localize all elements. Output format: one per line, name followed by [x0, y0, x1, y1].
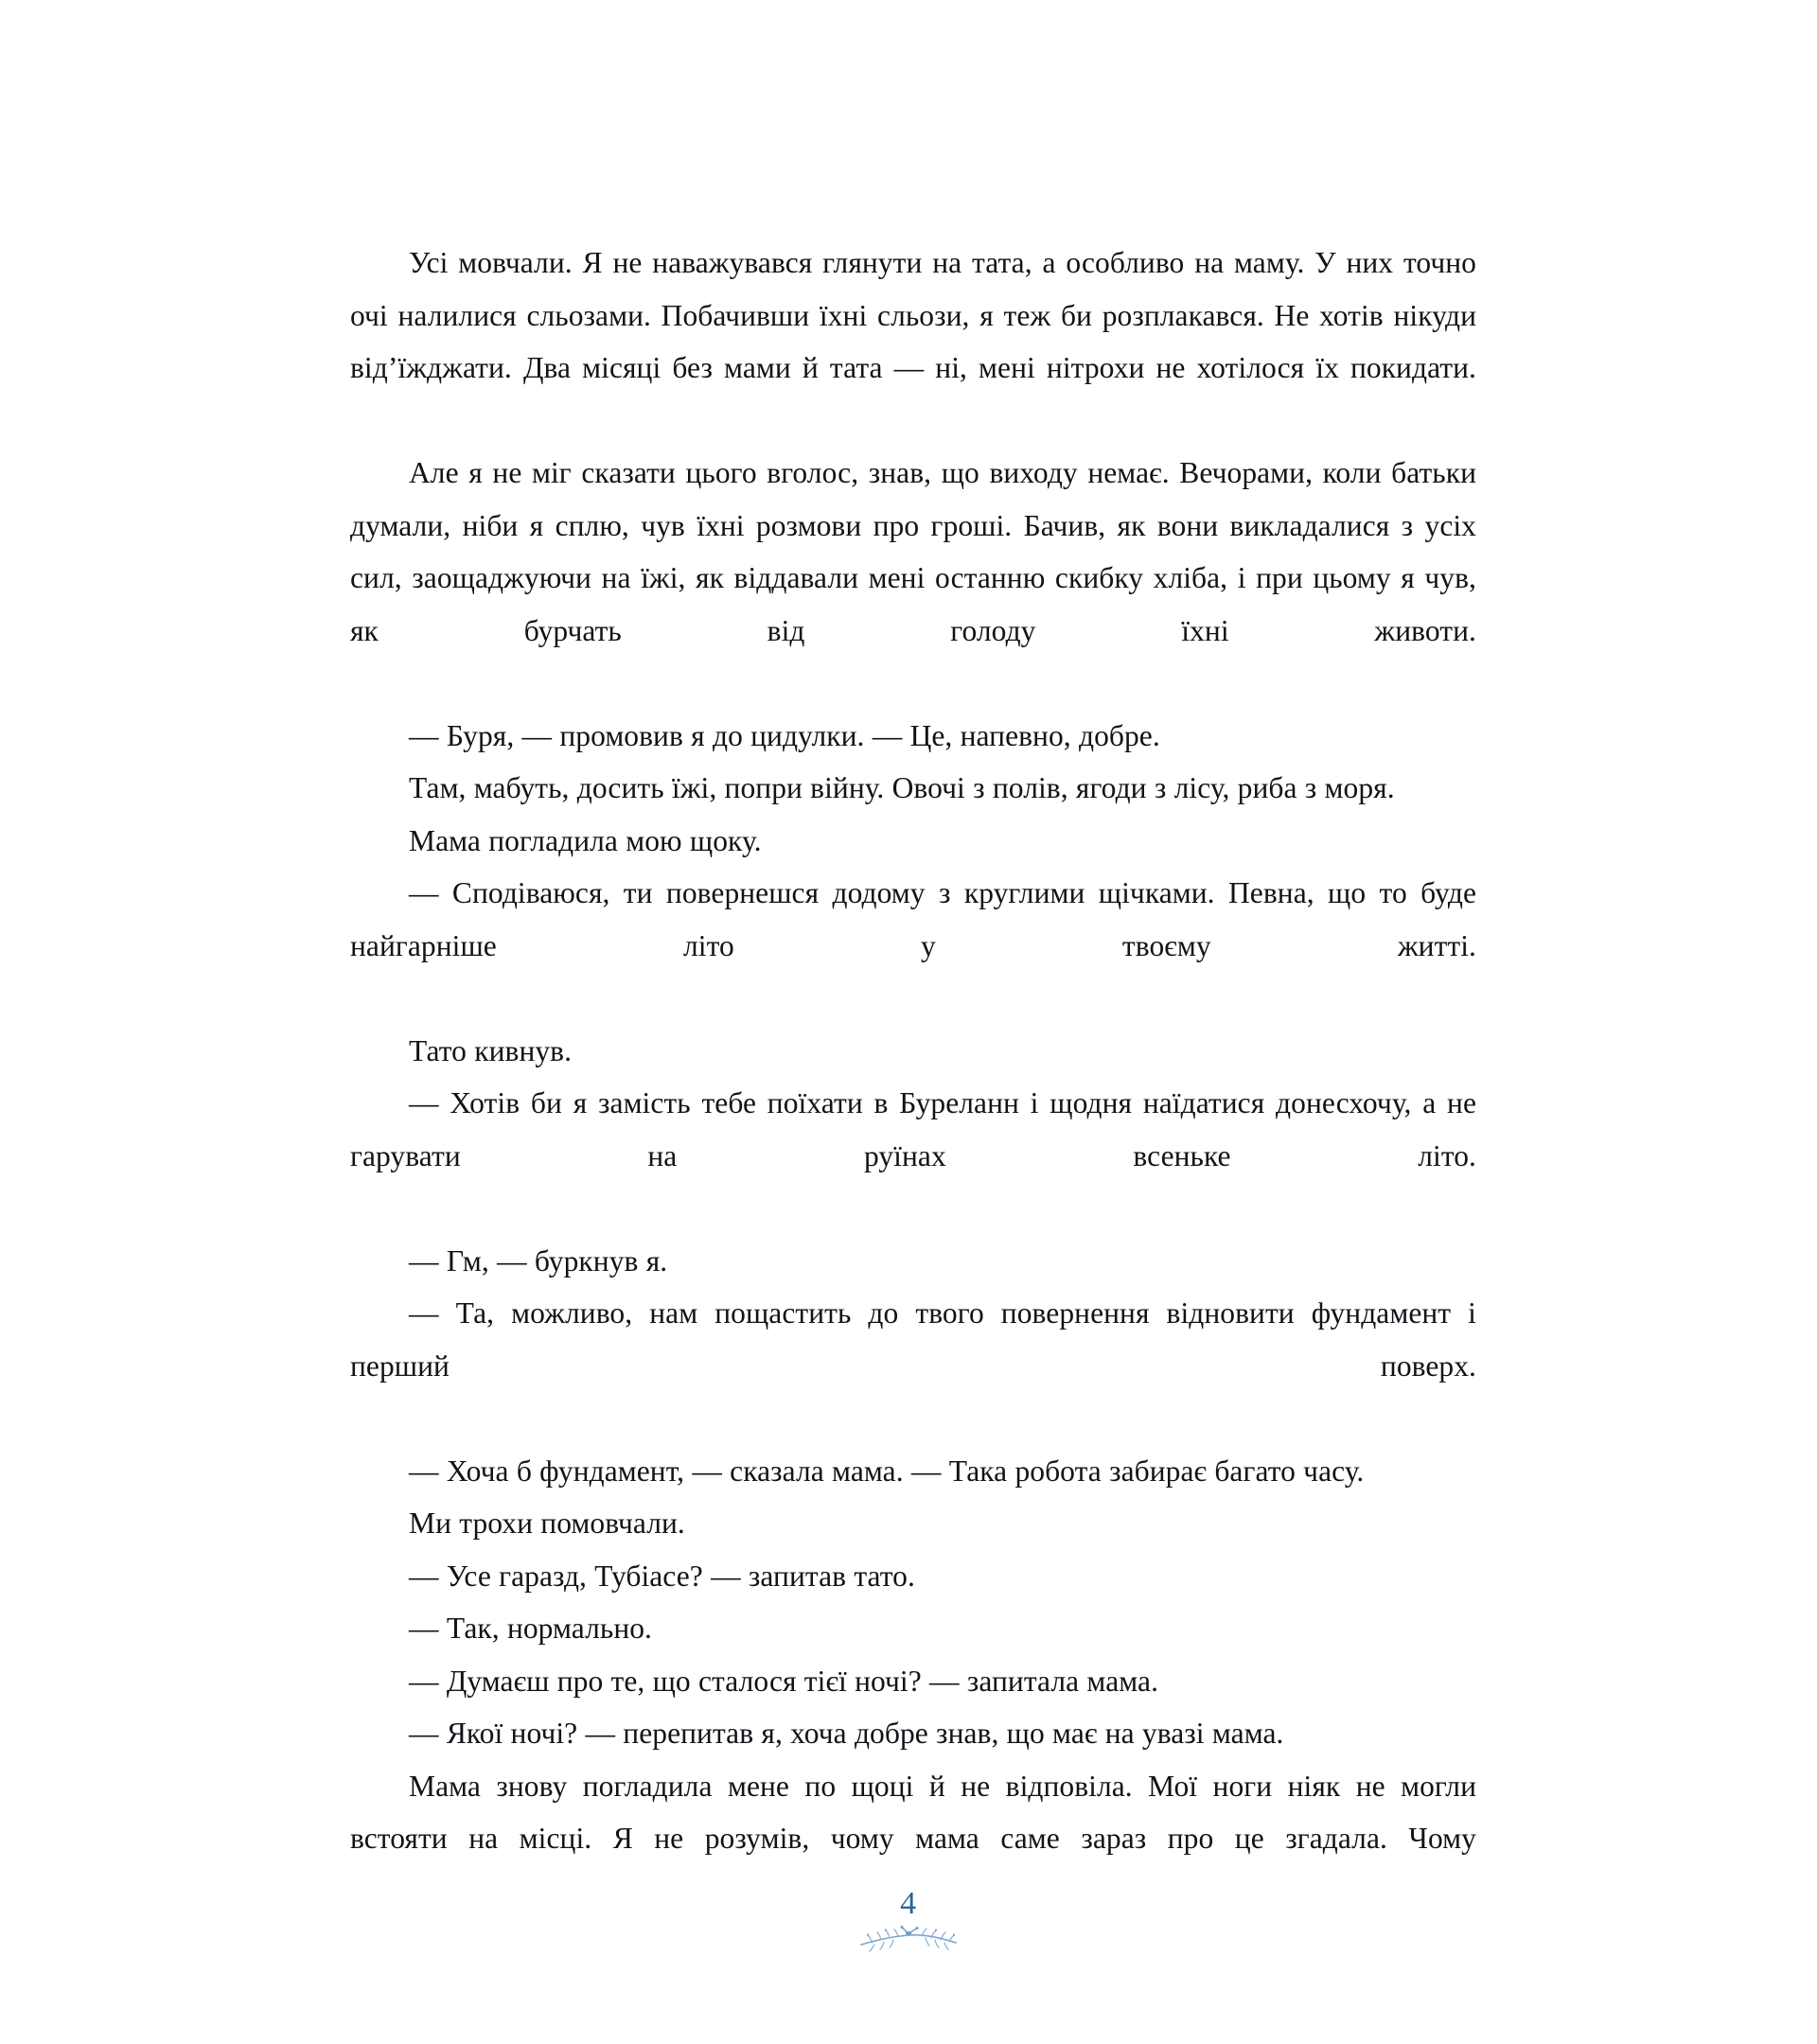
paragraph: — Думаєш про те, що сталося тієї ночі? — запитала мама.: [409, 1664, 1159, 1698]
paragraph: Мама погладила мою щоку.: [409, 823, 762, 857]
page-number: 4: [900, 1886, 917, 1921]
paragraph: Ми трохи помовчали.: [409, 1507, 685, 1540]
paragraph: Усі мовчали. Я не наважувався глянути на тата, а особливо на маму. У них точно очі налилися сльозами. Побачивши їхні сльози, я теж би розплакався. Не хотів нікуди від’їжджати. Два місяці без мами й тата — ні, мені нітрохи не хотілося їх покидати.: [350, 246, 1476, 384]
paragraph: — Та, можливо, нам пощастить до твого повернення відновити фундамент і перший поверх.: [350, 1296, 1476, 1383]
paragraph: — Сподіваюся, ти повернешся додому з круглими щічками. Певна, що то буде найгарніше літо у твоєму житті.: [350, 876, 1476, 962]
paragraph: — Буря, — промовив я до цидулки. — Це, напевно, добре.: [409, 718, 1160, 752]
paragraph: — Гм, — буркнув я.: [409, 1243, 668, 1278]
paragraph: Там, мабуть, досить їжі, попри війну. Овочі з полів, ягоди з лісу, риба з моря.: [409, 771, 1395, 804]
paragraph: — Хотів би я замість тебе поїхати в Буреланн і щодня наїдатися донесхочу, а не гарувати на руїнах всеньке літо.: [350, 1086, 1476, 1172]
botanical-branch-flourish-icon: [852, 1924, 965, 1956]
body-text-column: [350, 237, 1476, 1917]
paragraph: — Усе гаразд, Тубіасе? — запитав тато.: [409, 1559, 915, 1593]
paragraph: Тато кивнув.: [409, 1033, 573, 1067]
paragraph: Але я не міг сказати цього вголос, знав, що виходу немає. Вечорами, коли батьки думали, ніби я сплю, чув їхні розмови про гроші. Бачив, як вони викладалися з усіх сил, заощаджуючи на їжі, як віддавали мені останню скибку хліба, і при цьому я чув, як бурчать від голоду їхні животи.: [350, 456, 1476, 647]
paragraph: — Хоча б фундамент, — сказала мама. — Така робота забирає багато часу.: [409, 1454, 1365, 1488]
paragraph: — Так, нормально.: [409, 1612, 652, 1645]
paragraph: — Якої ночі? — перепитав я, хоча добре знав, що має на увазі мама.: [409, 1717, 1284, 1750]
paragraph: Мама знову погладила мене по щоці й не відповіла. Мої ноги ніяк не могли встояти на місці. Я не розумів, чому мама саме зараз про це згадала. Чому: [350, 1769, 1476, 1855]
